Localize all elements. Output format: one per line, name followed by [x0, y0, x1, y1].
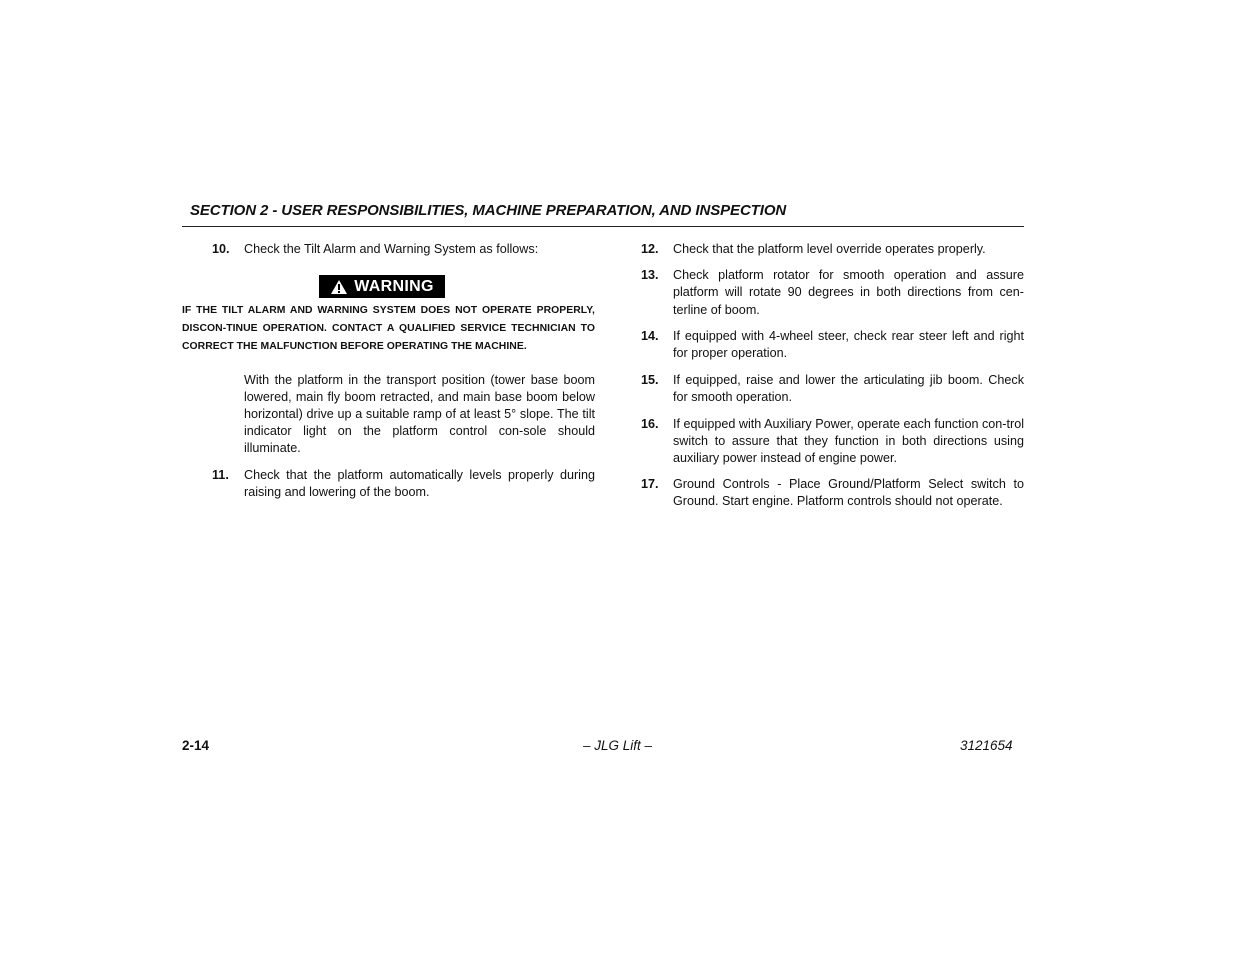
item-number: 15. — [641, 373, 659, 388]
item-number: 12. — [641, 242, 659, 256]
right-column — [641, 241, 1024, 511]
warning-text: IF THE TILT ALARM AND WARNING SYSTEM DOES NOT OPERATE PROPERLY, DISCON-TINUE OPERATION. CONTACT A QUALIFIED SERVICE TECHNICIAN TO CORRECT THE MALFUNCTION BEFORE OPERATING THE MACHINE. — [182, 305, 595, 352]
list-item-13 — [641, 267, 1024, 319]
item-text: Check that the platform level override operates properly. — [673, 242, 986, 256]
list-item-17 — [641, 476, 1024, 510]
item-text: If equipped with Auxiliary Power, operate each function con-trol switch to assure that they function in both directions using auxiliary power instead of engine power. — [673, 416, 1024, 466]
item-text: If equipped, raise and lower the articulating jib boom. Check for smooth operation. — [673, 373, 1024, 405]
section-title: SECTION 2 - USER RESPONSIBILITIES, MACHINE PREPARATION, AND INSPECTION — [190, 202, 787, 219]
page-number: 2-14 — [182, 738, 210, 753]
item-number: 11. — [212, 467, 229, 482]
list-item-15 — [641, 372, 1024, 406]
item-text: Ground Controls - Place Ground/Platform Select switch to Ground. Start engine. Platform controls should not operate. — [673, 477, 1024, 509]
warning-label: WARNING — [354, 278, 434, 296]
list-item-16 — [641, 416, 1024, 468]
warning-triangle-icon — [330, 279, 348, 295]
document-number: 3121654 — [960, 738, 1013, 753]
item-number: 17. — [641, 477, 659, 492]
item-text: Check that the platform automatically levels properly during raising and lowering of the boom. — [244, 467, 595, 499]
item-text: Check platform rotator for smooth operation and assure platform will rotate 90 degrees in both directions from cen-terline of boom. — [673, 268, 1024, 317]
item-text: Check the Tilt Alarm and Warning System as follows: — [244, 242, 539, 256]
item-number: 10. — [212, 242, 230, 256]
list-item-11 — [182, 467, 595, 501]
tilt-check-paragraph: With the platform in the transport position (tower base boom lowered, main fly boom retracted, and main base boom below horizontal) drive up a suitable ramp of at least 5° slope. The tilt indicator light on the platform control con-sole should illuminate. — [244, 372, 595, 456]
item-number: 16. — [641, 416, 659, 431]
left-column — [182, 241, 595, 501]
footer-center-text: – JLG Lift – — [582, 738, 653, 753]
list-item-10 — [182, 241, 595, 258]
item-text: If equipped with 4-wheel steer, check rear steer left and right for proper operation. — [673, 328, 1024, 361]
item-number: 14. — [641, 328, 659, 343]
list-item-12 — [641, 241, 1024, 258]
warning-banner — [319, 275, 445, 298]
header-rule — [182, 226, 1024, 227]
item-number: 13. — [641, 268, 659, 283]
list-item-14 — [641, 328, 1024, 362]
